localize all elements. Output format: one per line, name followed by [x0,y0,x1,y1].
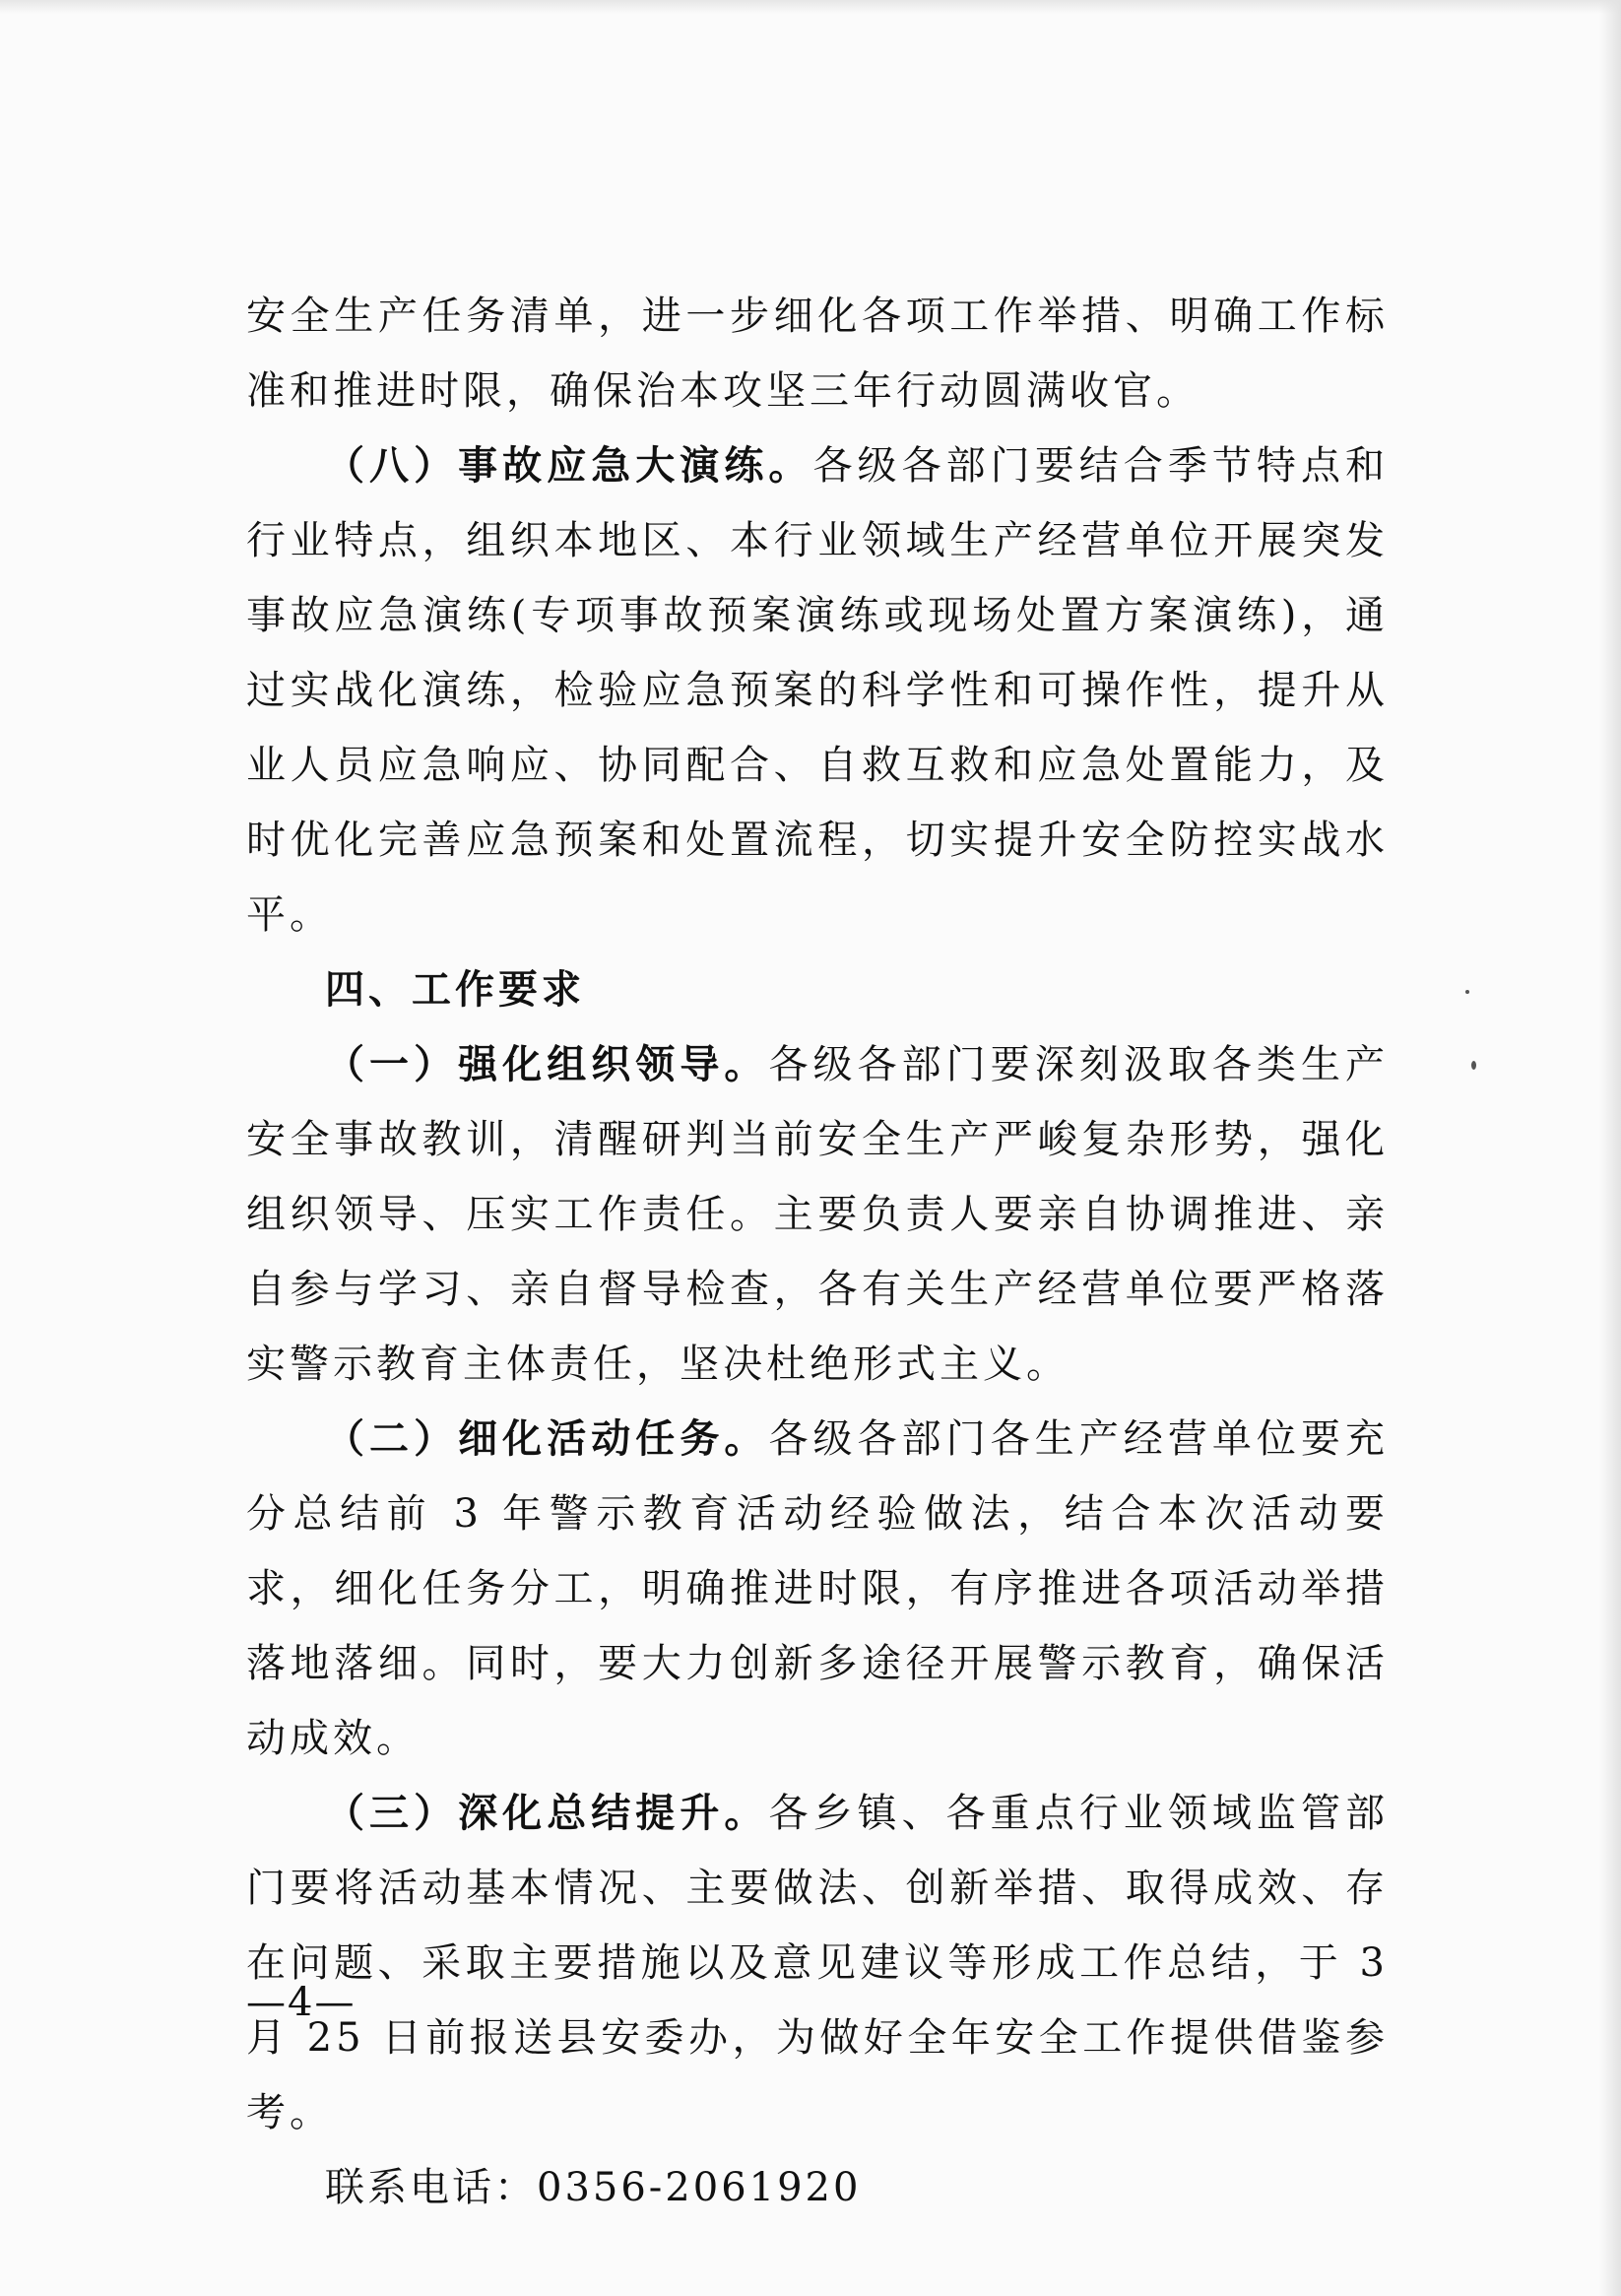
page-number: —4— [246,1980,357,2025]
requirement-body: 各级各部门各生产经营单位要充分总结前 3 年警示教育活动经验做法，结合本次活动要求，细化任务分工，明确推进时限，有序推进各项活动举措落地落细。同时，要大力创新多途径开展警示教育，确保活动成效。 [246,1416,1390,1761]
requirement-summary [246,1776,1389,2150]
document-page [246,279,1389,2225]
paragraph-emergency-drill [246,428,1389,952]
requirement-body: 各级各部门要深刻汲取各类生产安全事故教训，清醒研判当前安全生产严峻复杂形势，强化组织领导、压实工作责任。主要负责人要亲自协调推进、亲自参与学习、亲自督导检查，各有关生产经营单位要严格落实警示教育主体责任，坚决杜绝形式主义。 [246,1042,1390,1387]
requirement-body: 各乡镇、各重点行业领域监管部门要将活动基本情况、主要做法、创新举措、取得成效、存在问题、采取主要措施以及意见建议等形成工作总结，于 3 月 25 日前报送县安委办，为做好全年安全工作提供借鉴参考。 [246,1791,1390,2135]
scan-speck [1471,1061,1476,1070]
paragraph-body: 各级各部门要结合季节特点和行业特点，组织本地区、本行业领域生产经营单位开展突发事故应急演练(专项事故预案演练或现场处置方案演练)，通过实战化演练，检验应急预案的科学性和可操作性，提升从业人员应急响应、协同配合、自救互救和应急处置能力，及时优化完善应急预案和处置流程，切实提升安全防控实战水平。 [246,443,1390,938]
paragraph-lead: （八）事故应急大演练。 [325,442,813,489]
section-heading: 四、工作要求 [325,966,585,1013]
contact-phone: 联系电话：0356-2061920 [325,2165,862,2210]
requirement-lead: （二）细化活动任务。 [325,1415,769,1462]
requirement-lead: （三）深化总结提升。 [325,1790,769,1836]
requirement-lead: （一）强化组织领导。 [325,1041,769,1087]
scan-edge-top [0,0,1621,14]
scan-edge-right [1599,0,1621,2296]
scan-speck [1465,990,1469,994]
requirement-tasks [246,1402,1389,1776]
paragraph-continued: 安全生产任务清单，进一步细化各项工作举措、明确工作标准和推进时限，确保治本攻坚三年行动圆满收官。 [246,294,1389,414]
requirement-organization [246,1027,1389,1402]
